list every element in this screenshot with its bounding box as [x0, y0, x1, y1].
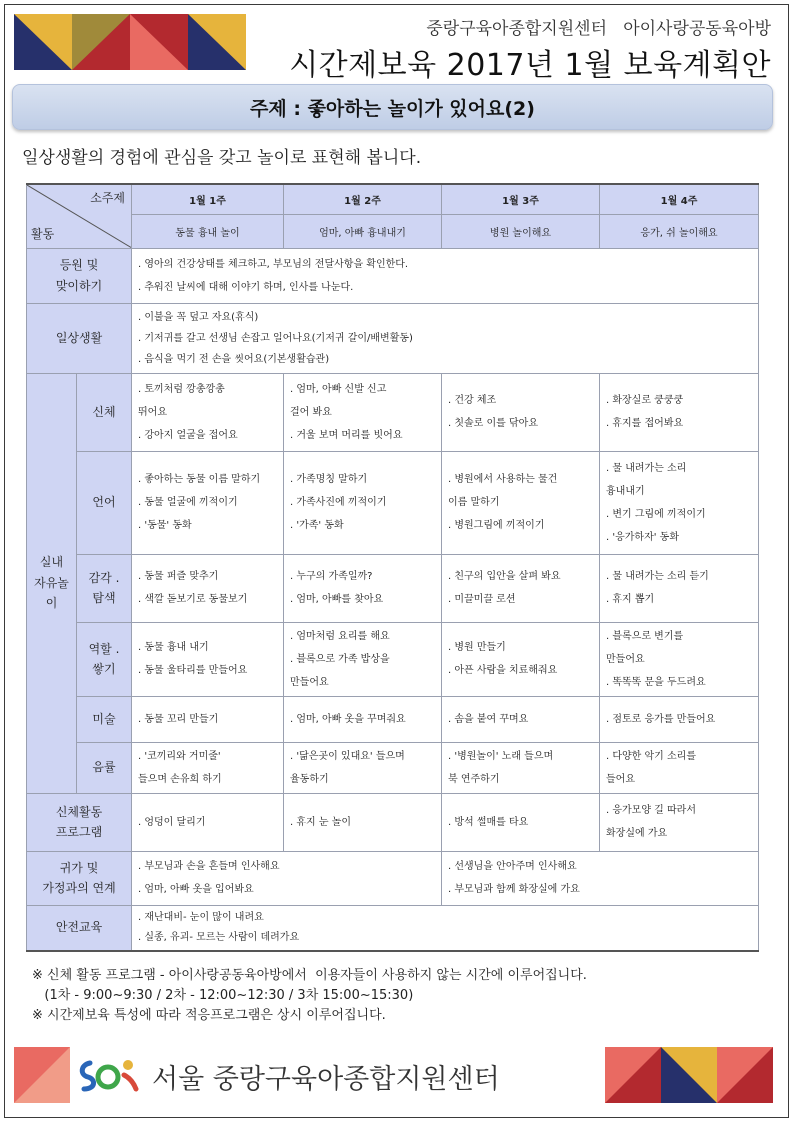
activity-cell: . 점토로 응가를 만들어요	[600, 696, 759, 742]
activity-cell: . 좋아하는 동물 이름 말하기 . 동물 얼굴에 끼적이기 . '동물' 동화	[132, 451, 284, 554]
footer-tiles-right	[605, 1047, 773, 1103]
subcategory-music: 음률	[77, 742, 132, 793]
activity-cell: . 엉덩이 달리기	[132, 793, 284, 851]
footnote: ※ 시간제보육 특성에 따라 적응프로그램은 상시 이루어집니다.	[32, 1008, 386, 1023]
activity-cell: . 화장실로 쿵쿵쿵 . 휴지를 접어봐요	[600, 373, 759, 451]
category-safety: 안전교육	[27, 905, 132, 951]
activity-cell: . 솜을 붙여 꾸며요	[442, 696, 600, 742]
subcategory-physical: 신체	[77, 373, 132, 451]
plan-table	[26, 183, 759, 952]
activity-cell: . 물 내려가는 소리 듣기 . 휴지 뽑기	[600, 554, 759, 622]
activity-cell: . 누구의 가족일까? . 엄마, 아빠를 찾아요	[284, 554, 442, 622]
subcategory-language: 언어	[77, 451, 132, 554]
activity-cell: . 병원에서 사용하는 물건 이름 말하기 . 병원그림에 끼적이기	[442, 451, 600, 554]
week-header: 1월 1주	[132, 184, 284, 214]
header-tiles	[14, 14, 246, 70]
list-item: . 음식을 먹기 전 손을 씻어요(기본생활습관)	[138, 353, 330, 365]
topic-banner	[12, 84, 773, 130]
center-logo-icon	[76, 1055, 146, 1095]
week-subject: 동물 흉내 놀이	[132, 214, 284, 248]
center-name: 서울 중랑구육아종합지원센터	[152, 1064, 500, 1095]
safety-content: . 재난대비- 눈이 많이 내려요 . 실종, 유괴- 모르는 사람이 데려가요	[132, 905, 759, 951]
activity-cell: . '코끼리와 거미줄' 들으며 손유희 하기	[132, 742, 284, 793]
week-header: 1월 4주	[600, 184, 759, 214]
week-header: 1월 3주	[442, 184, 600, 214]
activity-cell: . '병원놀이' 노래 들으며 북 연주하기	[442, 742, 600, 793]
footnote: (1차 - 9:00~9:30 / 2차 - 12:00~12:30 / 3차 15:00~15:30)	[32, 988, 414, 1003]
category-physical-program: 신체활동 프로그램	[27, 793, 132, 851]
activity-cell: . 엄마, 아빠 신발 신고 걸어 봐요 . 거울 보며 머리를 빗어요	[284, 373, 442, 451]
activity-cell: . 동물 퍼즐 맞추기 . 색깔 돋보기로 동물보기	[132, 554, 284, 622]
corner-activity-label: 활동	[31, 226, 55, 241]
activity-cell: . 다양한 악기 소리를 들어요	[600, 742, 759, 793]
activity-cell: . 동물 흉내 내기 . 동물 울타리를 만들어요	[132, 622, 284, 696]
activity-cell: . 엄마처럼 요리를 해요 . 블록으로 가족 밥상을 만들어요	[284, 622, 442, 696]
subcategory-role-block: 역할 . 쌓기	[77, 622, 132, 696]
activity-cell: . 엄마, 아빠 옷을 꾸며줘요	[284, 696, 442, 742]
category-daily: 일상생활	[27, 303, 132, 373]
home-content-right: . 선생님을 안아주며 인사해요 . 부모님과 함께 화장실에 가요	[442, 851, 759, 905]
footnote: ※ 신체 활동 프로그램 - 아이사랑공동육아방에서 이용자들이 사용하지 않는 시간에 이루어집니다.	[32, 968, 587, 983]
list-item: . 영아의 건강상태를 체크하고, 부모님의 전달사항을 확인한다.	[138, 258, 409, 270]
topic-text: 주제 : 좋아하는 놀이가 있어요(2)	[250, 97, 535, 120]
week-header: 1월 2주	[284, 184, 442, 214]
activity-cell: . 휴지 눈 놀이	[284, 793, 442, 851]
activity-cell: . 블록으로 변기를 만들어요 . 똑똑똑 문을 두드려요	[600, 622, 759, 696]
corner-subtopic-label: 소주제	[90, 191, 125, 205]
tile-decoration	[130, 14, 188, 70]
activity-cell: . 방석 썰매를 타요	[442, 793, 600, 851]
activity-cell: . 응가모양 길 따라서 화장실에 가요	[600, 793, 759, 851]
activity-cell: . 친구의 입안을 살펴 봐요 . 미끌미끌 로션	[442, 554, 600, 622]
tile-decoration	[661, 1047, 717, 1103]
list-item: . 기저귀를 갈고 선생님 손잡고 일어나요(기저귀 갈이/배변활동)	[138, 332, 413, 344]
activity-cell: . 토끼처럼 깡총깡총 뛰어요 . 강아지 얼굴을 접어요	[132, 373, 284, 451]
activity-cell: . 건강 체조 . 칫솔로 이를 닦아요	[442, 373, 600, 451]
page-title: 시간제보육 2017년 1월 보육계획안	[289, 48, 771, 83]
week-subject: 병원 놀이해요	[442, 214, 600, 248]
home-content-left: . 부모님과 손을 흔들며 인사해요 . 엄마, 아빠 옷을 입어봐요	[132, 851, 442, 905]
daily-content	[132, 303, 759, 373]
activity-cell: . 병원 만들기 . 아픈 사람을 치료해줘요	[442, 622, 600, 696]
subcategory-sensory: 감각 . 탐색	[77, 554, 132, 622]
week-subject: 응가, 쉬 놀이해요	[600, 214, 759, 248]
arrival-content	[132, 248, 759, 303]
category-arrival: 등원 및 맞이하기	[27, 248, 132, 303]
footnotes	[32, 966, 587, 1026]
activity-cell: . 물 내려가는 소리 흉내내기 . 변기 그림에 끼적이기 . '응가하자' 동화	[600, 451, 759, 554]
activity-cell: . '닮은곳이 있대요' 들으며 율동하기	[284, 742, 442, 793]
tile-decoration	[14, 14, 72, 70]
category-indoor: 실내 자유놀 이	[27, 373, 77, 793]
activity-cell: . 동물 꼬리 만들기	[132, 696, 284, 742]
list-item: . 이불을 꼭 덮고 자요(휴식)	[138, 311, 259, 323]
tile-decoration	[605, 1047, 661, 1103]
footer-tile-left	[14, 1047, 70, 1103]
activity-cell: . 가족명칭 말하기 . 가족사진에 끼적이기 . '가족' 동화	[284, 451, 442, 554]
tile-decoration	[717, 1047, 773, 1103]
org-line: 중랑구육아종합지원센터 아이사랑공동육아방	[426, 19, 771, 39]
corner-header	[27, 184, 132, 248]
tile-decoration	[188, 14, 246, 70]
week-subject: 엄마, 아빠 흉내내기	[284, 214, 442, 248]
category-home-connection: 귀가 및 가정과의 연계	[27, 851, 132, 905]
goal-text: 일상생활의 경험에 관심을 갖고 놀이로 표현해 봅니다.	[22, 148, 422, 168]
list-item: . 추워진 날씨에 대해 이야기 하며, 인사를 나눈다.	[138, 281, 354, 293]
tile-decoration	[72, 14, 130, 70]
subcategory-art: 미술	[77, 696, 132, 742]
